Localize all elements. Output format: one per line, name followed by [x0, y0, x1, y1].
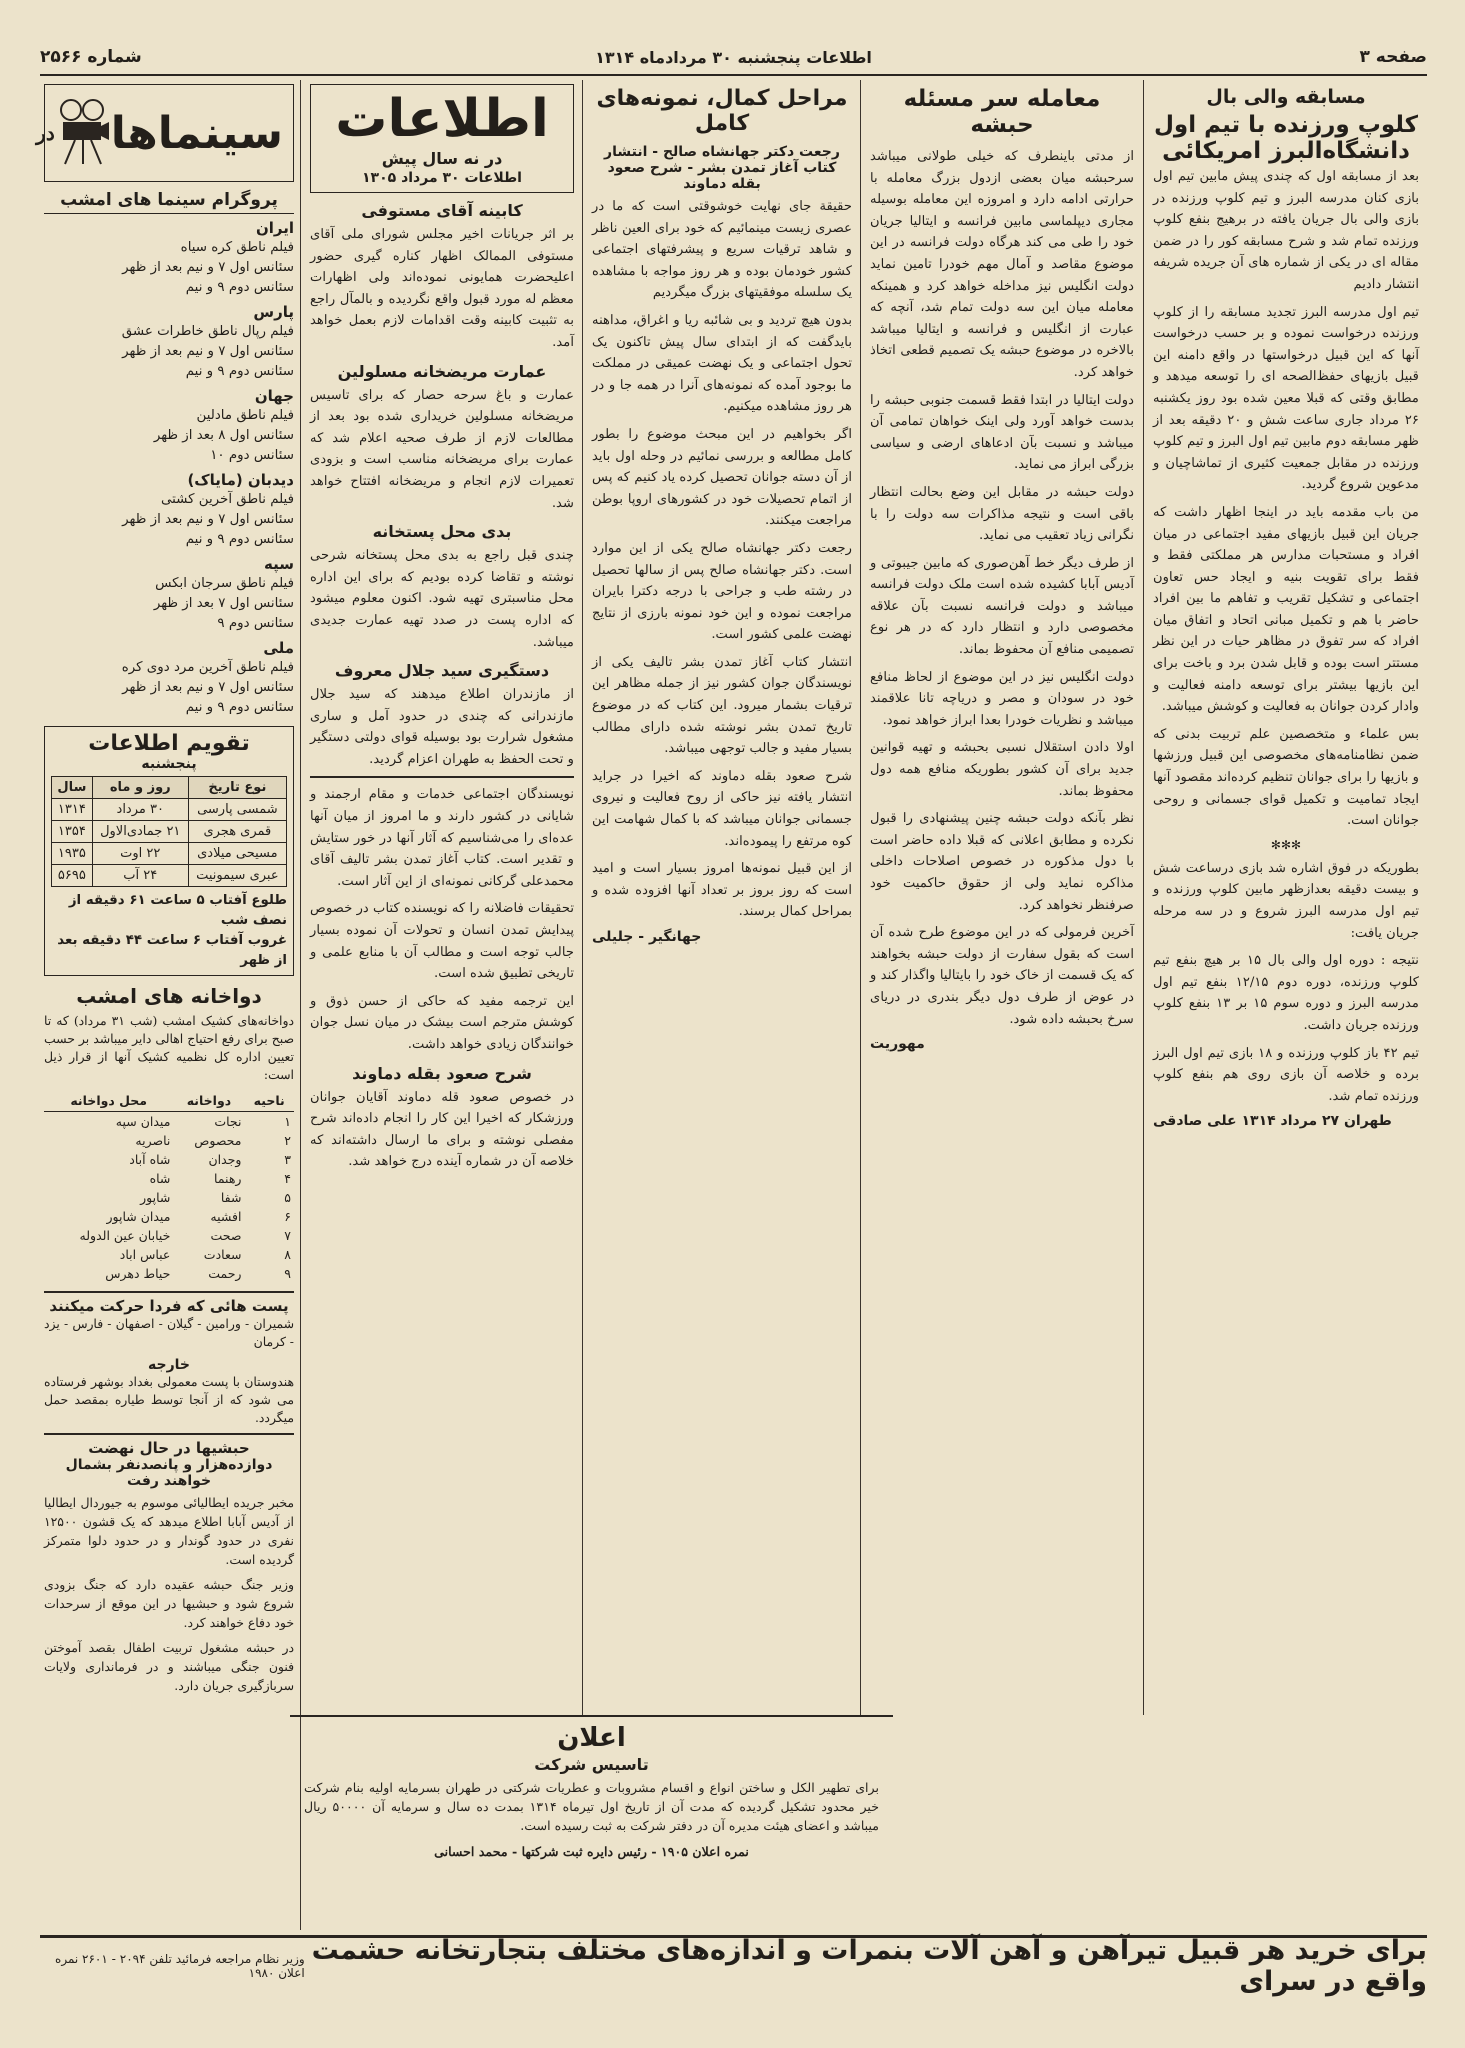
column-sport — [1145, 80, 1427, 1925]
paragraph: آخرین فرمولی که در این موضوع طرح شده آن است که بقول سفارت از دولت حبشه بخواهند که یک قسمت از خاک خود را بایتالیا واگذار کند و در عوض از طرف دول دیگر بندری در دریای سرخ بحبشه داده شود. — [870, 925, 1134, 1027]
pharmacy-row — [44, 1188, 294, 1207]
showtime: سئانس اول ۷ و نیم بعد از ظهر — [122, 344, 294, 359]
cinema-name: جهان — [254, 387, 294, 405]
sunset: غروب آفتاب ۶ ساعت ۴۴ دقیقه بعد از ظهر — [57, 933, 287, 968]
pharmacy-row — [44, 1169, 294, 1188]
calendar-cell: ۲۲ اوت — [92, 843, 188, 865]
sunrise: طلوع آفتاب ۵ ساعت ۶۱ دقیقه از نصف شب — [68, 893, 287, 928]
column-rule — [860, 80, 861, 1715]
notice-text: برای تطهیر الکل و ساختن انواع و اقسام مشروبات و عطریات شرکتی در طهران بسرمایه اولیه بنام شرکت خیر محدود تشکیل گردیده که مدت آن از تاریخ اول تیرماه ۱۳۱۴ بمدت ده سال و سرمایه آن ۵۰۰۰۰ ریال میباشد و اعضای هیئت مدیره آن در دفتر شرکت به ثبت رسیده است. — [304, 1780, 879, 1833]
pharmacy-row — [44, 1112, 294, 1132]
paragraph: از این قبیل نمونه‌ها امروز بسیار است و امید است که روز بروز بر تعداد آنها افزوده شده و بمراحل کمال برسند. — [592, 861, 852, 920]
pharmacy-cell: شاه آباد — [129, 1152, 171, 1167]
paragraph: دولت انگلیس نیز در این موضوع از لحاظ منافع خود در سودان و مصر و دریاچه تانا علاقمند میباشد و نظریات خودرا بعدا ابراز خواهد نمود. — [870, 669, 1134, 728]
pharmacy-cell: حیاط دهرس — [105, 1266, 171, 1281]
cinema-entry — [44, 302, 294, 382]
cinema-masthead — [36, 84, 294, 182]
war-title: حبشیها در حال نهضت — [88, 1439, 250, 1457]
calendar-cell: ۳۰ مرداد — [92, 799, 188, 821]
cinema-entry — [44, 386, 294, 466]
war-headline: دوازده‌هزار و پانصدنفر بشمال خواهند رفت — [65, 1457, 273, 1489]
company-notice — [290, 1715, 893, 1912]
cinema-list — [44, 218, 294, 718]
pharmacy-cell: ۲ — [284, 1133, 291, 1148]
calendar-row — [52, 843, 287, 865]
pharmacy-cell: محصوص — [194, 1133, 242, 1148]
pharmacy-row — [44, 1245, 294, 1264]
calendar-box — [44, 726, 294, 976]
calendar-cell: قمری هجری — [188, 821, 286, 843]
signature: طهران ۲۷ مرداد ۱۳۱۴ علی صادقی — [1153, 1113, 1392, 1130]
cinema-name: ایران — [255, 219, 294, 237]
calendar-header: سال — [52, 777, 93, 799]
mail-foreign-title: خارجه — [148, 1357, 190, 1373]
paragraph: تیم اول مدرسه البرز تجدید مسابقه را از کلوپ ورزنده درخواست نموده و بر حسب درخواست آنها که این قبیل درخواستها در واقع دامنه این قبیل بازیهای حفظ‌الصحه ای را توسعه میدهد و مطابق وقتی که قبلا معین شده بود روز یکشنبه ۲۶ مرداد جاری ساعت شش و ۲۰ دقیقه بعد از ظهر مسابقه دوم مابین تیم اول البرز و تیم کلوپ ورزنده در مقابل جمعیت کثیری از تماشاچیان و مدعوین شروع گردید. — [1153, 304, 1419, 493]
paragraph: اگر بخواهیم در این مبحث موضوع را بطور کامل مطالعه و بررسی نمائیم در وحله اول باید از آن دسته جوانان تحصیل کرده یاد کنیم که پس از اتمام تحصیلات خود در کشورهای اروپا بوطن مراجعت میکنند. — [592, 426, 852, 529]
pharmacy-row — [44, 1226, 294, 1245]
paragraph: بدون هیچ تردید و بی شائبه ریا و اغراق، مداهنه بایدگفت که از ابتدای سال پیش تاکنون یک تحول اجتماعی و یک نهضت عمیقی در مملکت ما بوجود آمده که نمونه‌های آنرا در همه جا و در هر روز مشاهده میکنیم. — [592, 312, 852, 415]
paragraph: بس علماء و متخصصین علم تربیت بدنی که ضمن نظامنامه‌های مخصوصی این قبیل ورزشها و بازیها را برای جوانان تنظیم کرده‌اند مقصود آنها ایجاد تمامیت و تکمیل قوای جسمانی و روحی جوانان است. — [1153, 726, 1419, 829]
sport-headline: کلوپ ورزنده با تیم اول دانشگاه‌البرز امریکائی — [1153, 112, 1419, 164]
pharmacy-cell: ۱ — [284, 1114, 291, 1129]
pharmacy-cell: ۶ — [284, 1209, 291, 1224]
paragraph: دولت حبشه در مقابل این وضع بحالت انتظار باقی است و نتیجه مذاکرات سه دولت را با نگرانی زیاد تعقیب می نماید. — [870, 484, 1134, 544]
showtime: سئانس اول ۷ و نیم بعد از ظهر — [122, 512, 294, 527]
pharmacy-row — [44, 1207, 294, 1226]
ad-small-text: وزیر نظام مراجعه فرمائید تلفن ۲۰۹۴ - ۲۶۰۱ نمره اعلان ۱۹۸۰ — [55, 1951, 305, 1980]
paragraph: تحقیقات فاضلانه را که نویسنده کتاب در خصوص پیدایش تمدن انسان و تحولات آن نموده بسیار جالب توجه است و مطالب آن با منابع علمی و تاریخی تطبیق شده است. — [310, 901, 574, 982]
result-line: نتیجه : دوره اول والی بال ۱۵ بر هیچ بنفع تیم کلوپ ورزنده، دوره دوم ۱۲/۱۵ بنفع تیم اول مدرسه البرز و دوره سوم ۱۵ بر ۱۳ بنفع کلوپ ورزنده جریان داشت. — [1153, 953, 1419, 1033]
cinema-entry — [44, 218, 294, 298]
showtime: سئانس دوم ۹ و نیم — [185, 280, 294, 295]
calendar-cell: شمسی پارسی — [188, 799, 286, 821]
issue-number: شماره ۲۵۶۶ — [40, 47, 142, 67]
paragraph: عمارت و باغ سرحه حصار که برای تاسیس مریضخانه مسلولین خریداری شده بود بعد از مطالعات لازم از طرف صحیه اعلام شد که عمارت برای مریضخانه مناسب است و بزودی تعمیرات لازم انجام و مریضخانه افتتاح خواهد شد. — [310, 387, 574, 511]
archive-dateline: اطلاعات ۳۰ مرداد ۱۳۰۵ — [362, 170, 522, 186]
pharmacy-cell: ۹ — [284, 1266, 291, 1281]
calendar-day: پنجشنبه — [141, 756, 197, 772]
paragraph: انتشار کتاب آغاز تمدن بشر تالیف یکی از نویسندگان جوان کشور نیز از جمله مظاهر این ترقیات بشمار میرود. این کتاب که در موضوع تاریخ تمدن بشر نوشته شده دارای مطالب بسیار مفید و جالب توجهی میباشد. — [592, 654, 852, 757]
pharmacy-cell: ۴ — [284, 1171, 291, 1186]
cinema-name: ملی — [263, 639, 294, 657]
cinema-film: فیلم ناطق سرجان ابکس — [155, 576, 294, 591]
paragraph: حقیقة جای نهایت خوشوقتی است که ما در عصری زیست مینمائیم که خود برای العین ناظر و شاهد ترقیات سریع و پیشرفتهای اجتماعی کشور خودمان بوده و هر روز مواجه با مشاهده یک سلسله موفقیتهای بزرگ میگردیم — [592, 199, 852, 301]
calendar-row — [52, 799, 287, 821]
divider — [44, 1433, 294, 1435]
calendar-row — [52, 821, 287, 843]
pharmacy-row — [44, 1150, 294, 1169]
showtime: سئانس اول ۷ بعد از ظهر — [153, 596, 294, 611]
calendar-cell: ۵۶۹۵ — [52, 865, 93, 887]
paragraph: از مدتی باینطرف که خیلی طولانی میباشد سرحبشه میان بعضی ازدول بزرگ معامله با حرارتی ادامه دارد و امروزه این معامله بوسیله مجاری دیپلماسی مابین فرانسه و ایتالیا جریان خود را طی می کند هرگاه دولت فرانسه در این موضوع مقاصد و آمال مهم خودرا تامین نماید دولت انگلیس نیز مداخله خواهد کرد و همینکه معامله میان این سه دولت تمام شد، آنچه که عبارت از انگلیس و فرانسه و ایتالیا میباشد بالاخره در موضوع حبشه یک تصمیم قطعی اتخاذ خواهد کرد. — [870, 149, 1134, 380]
showtime: سئانس دوم ۹ و نیم — [185, 532, 294, 547]
pharmacy-cell: رحمت — [208, 1266, 242, 1281]
cinema-mast-title: سینما‌ها — [110, 107, 283, 159]
pharmacy-cell: افشیه — [210, 1209, 242, 1224]
paragraph: نویسندگان اجتماعی خدمات و مقام ارجمند و شایانی در کشور دارند و ما امروز از میان آنها عده‌ای را می‌شناسیم که آثار آنها در خور ستایش و تقدیر است. کتاب آغاز تمدن بشر تالیف آقای محمدعلی گرکانی نمونه‌ای از این آثار است. — [310, 787, 574, 889]
calendar-cell: ۲۱ جمادی‌الاول — [92, 821, 188, 843]
archive-subtitle: در نه سال پیش — [381, 149, 503, 168]
cinema-entry — [44, 554, 294, 634]
pharmacy-cell: خیابان عین الدوله — [79, 1228, 171, 1243]
showtime: سئانس اول ۸ بعد از ظهر — [153, 428, 294, 443]
paragraph: شرح صعود بقله دماوند که اخیرا در جراید انتشار یافته نیز حاکی از روح فعالیت و نیروی جسمانی جوانان میباشد که با کمال شهامت این کوه مرتفع را پیموده‌اند. — [592, 768, 852, 849]
pharmacies-intro: دواخانه‌های کشیک امشب (شب ۳۱ مرداد) که تا صبح برای رفع احتیاج اهالی دایر میباشد بر حسب تعیین اداره کل نظمیه کشیک آنها از قرار ذیل است: — [44, 1013, 294, 1082]
showtime: سئانس دوم ۹ و نیم — [185, 700, 294, 715]
paragraph: این ترجمه مفید که حاکی از حسن ذوق و کوشش مترجم است بیشک در میان نسل جوان خوانندگان زیادی خواهد داشت. — [310, 993, 574, 1052]
paragraph: بطوریکه در فوق اشاره شد بازی درساعت شش و بیست دقیقه بعدازظهر مابین کلوپ ورزنده و تیم اول مدرسه البرز شروع و در سه مرحله جریان یافت: — [1153, 860, 1419, 941]
pharmacy-row — [44, 1131, 294, 1150]
signature: جهانگیر - جلیلی — [592, 929, 702, 945]
notice-title: اعلان — [557, 1723, 626, 1753]
showtime: سئانس دوم ۹ و نیم — [185, 364, 294, 379]
paragraph: بعد از مسابقه اول که چندی پیش مابین تیم اول بازی کنان مدرسه البرز و تیم کلوپ ورزنده در بازی والی بال جریان یافته در برهیج بنفع کلوپ ورزنده تمام شد و شرح مسابقه کور را در ضمن مقاله ای در یکی از شماره های آن جریده شریفه انتشار دادیم — [1153, 169, 1419, 292]
cinema-film: فیلم ناطق کره سیاه — [180, 240, 294, 255]
paragraph: در خصوص صعود قله دماوند آقایان جوانان ورزشکار که اخیرا این کار را انجام داده‌اند شرح مفصلی نوشته و برای ما ارسال داشته‌اند که خلاصه آن در شماره آینده درج خواهد شد. — [310, 1089, 574, 1170]
paragraph: نظر بآنکه دولت حبشه چنین پیشنهادی را قبول نکرده و مطابق اعلانی که قبلا داده حاضر است با دول مذکوره در خصوص اصلاحات داخلی مذاکره نماید ولی از حقوق حاکمیت خود صرفنظر نخواهد کرد. — [870, 811, 1134, 913]
pharmacy-cell: ۵ — [284, 1190, 291, 1205]
calendar-cell: ۱۳۵۴ — [52, 821, 93, 843]
ad-text: برای خرید هر قبیل تیرآهن و آهن آلات بنمرات و اندازه‌های مختلف بتجارتخانه حشمت واقع در سرای — [311, 1934, 1427, 1997]
paragraph: از طرف دیگر خط آهن‌صوری که مابین جیبوتی و آدیس آبابا کشیده شده است ملک دولت فرانسه میباشد و دولت فرانسه نسبت بآن علاقه مخصوصی دارد و انتظار دارد که در هر نوع تصمیمی منافع آن محفوظ بماند. — [870, 555, 1134, 658]
program-title: پروگرام سینما های امشب — [44, 190, 294, 214]
mail-foreign: هندوستان با پست معمولی بغداد بوشهر فرستاده می شود که از آنجا توسط طیاره بمقصد حمل میگردد. — [44, 1374, 294, 1425]
cinema-entry — [44, 470, 294, 550]
paragraph: چندی قبل راجع به بدی محل پستخانه شرحی نوشته و تقاضا کرده بودیم که برای این اداره محل مناسبتری تهیه شود. اکنون معلوم میشود که اداره پست در صدد تهیه عمارت جدیدی میباشد. — [310, 548, 574, 650]
cinema-entry — [44, 638, 294, 718]
pharmacy-cell: سعادت — [203, 1247, 242, 1262]
divider — [310, 776, 574, 778]
notice-subtitle: تاسیس شرکت — [534, 1755, 649, 1774]
pharmacy-cell: نجات — [214, 1114, 242, 1129]
pharmacy-cell: صحت — [210, 1228, 242, 1243]
archive-masthead — [310, 84, 574, 193]
pharmacy-cell: عباس اباد — [119, 1247, 171, 1262]
mail-routes: شمیران - ورامین - گیلان - اصفهان - فارس - یزد - کرمان — [44, 1316, 294, 1349]
sport-kicker: مسابقه والی بال — [1206, 86, 1366, 108]
section-heading: دستگیری سید جلال معروف — [334, 661, 550, 681]
column-rule — [1143, 80, 1144, 1715]
calendar-title: تقویم اطلاعات — [88, 731, 250, 756]
ethiopia-headline: معامله سر مسئله حبشه — [903, 86, 1101, 138]
separator-icon: ✻✻✻ — [1270, 837, 1302, 852]
column-stages — [584, 80, 860, 1710]
stages-subheadline: رجعت دکتر جهانشاه صالح - انتشار کتاب آغاز تمدن بشر - شرح صعود بقله دماوند — [604, 144, 840, 192]
mail-title: پست هائی که فردا حرکت میکنند — [49, 1297, 289, 1315]
calendar-cell: ۱۹۳۵ — [52, 843, 93, 865]
cinema-name: پارس — [253, 303, 294, 321]
pharmacy-cell: شفا — [220, 1190, 242, 1205]
page-number: صفحه ۳ — [1359, 47, 1427, 67]
column-ittilaat-archive — [302, 80, 582, 1710]
column-listings — [36, 80, 298, 1925]
pharmacy-header: ناحیه — [244, 1090, 294, 1112]
pharmacy-cell: ۳ — [284, 1152, 291, 1167]
calendar-header: روز و ماه — [92, 777, 188, 799]
pharmacy-row — [44, 1264, 294, 1283]
pharmacy-cell: ۸ — [284, 1247, 291, 1262]
pharmacy-cell: میدان سپه — [115, 1114, 171, 1129]
paragraph: رجعت دکتر جهانشاه صالح یکی از این موارد است. دکتر جهانشاه صالح پس از سالها تحصیل در رشته طب و جراحی با درجه دکترا بایران مراجعت نموده و این خود نمونه بارزی از نتایج نهضت علمی کشور است. — [592, 540, 852, 643]
calendar-row — [52, 865, 287, 887]
calendar-cell: ۲۴ آب — [92, 865, 188, 887]
cinema-mast-kicker: در — [36, 121, 55, 145]
pharmacy-cell: شاپور — [140, 1190, 171, 1205]
paragraph: اولا دادن استقلال نسبی بحبشه و تهیه قوانین جدید برای آن کشور بطوریکه منافع همه دول محفوظ بماند. — [870, 740, 1134, 799]
column-ethiopia — [862, 80, 1142, 1925]
paragraph: بر اثر جریانات اخیر مجلس شورای ملی آقای مستوفی الممالک اظهار کناره گیری حضور اعلیحضرت همایونی نموده‌اند ولی اظهارات معظم له مورد قبول واقع نگردیده و بالمآل راجع به تثبیت کابینه وقت اقدامات لازم بعمل خواهد آمد. — [310, 227, 574, 350]
pharmacies-title: دواخانه های امشب — [76, 984, 262, 1008]
page-header — [40, 40, 1427, 76]
archive-title: اطلاعات — [335, 89, 549, 149]
calendar-header: نوع تاریخ — [188, 777, 286, 799]
column-rule — [582, 80, 583, 1715]
section-heading: بدی محل پستخانه — [372, 522, 512, 542]
paragraph: از مازندران اطلاع میدهند که سید جلال مازندرانی که چندی در حدود آمل و ساری مشغول شرارت بود بوسیله قوای دولتی دستگیر و تحت الحفظ به طهران اعزام گردید. — [310, 687, 574, 767]
signature: مهوریت — [870, 1036, 925, 1053]
projector-icon — [55, 96, 111, 170]
pharmacy-header: محل دواخانه — [44, 1090, 173, 1112]
cinema-name: دیدبان (مایاک) — [187, 471, 294, 489]
notice-footer: نمره اعلان ۱۹۰۵ - رئیس دایره ثبت شرکتها - محمد احسانی — [434, 1844, 749, 1859]
paragraph: دولت ایتالیا در ابتدا فقط قسمت جنوبی حبشه را بدست خواهد آورد ولی اینک خواهان تمامی آن میباشد و نسبت بآن ادعاهای ارضی و سیاسی بزرگی ابراز می نماید. — [870, 392, 1134, 473]
showtime: سئانس اول ۷ و نیم بعد از ظهر — [122, 680, 294, 695]
paragraph: من باب مقدمه باید در اینجا اظهار داشت که جریان این قبیل بازیهای مفید اجتماعی در میان افراد و مستحبات مدارس هر مملکتی فقط و فقط برای تقویت بنیه و ایجاد حس تعاون اجتماعی و تشکیل تقریب و تفاهم ما بین افراد حاضر با هم و تکمیل مبانی اتحاد و اتفاق میان افراد که سر تفوق در مظاهر حیات در این نظر مستتر است بوده و قابل شدن برد و باخت برای این بازیها بیشتر برای توسعه دامنه فعالیت و وادار کردن جوانان به فعالیت و کوشش میباشد. — [1153, 504, 1419, 715]
column-rule — [300, 80, 301, 1930]
cinema-film: فیلم ناطق آخرین کشتی — [160, 492, 294, 507]
showtime: سئانس اول ۷ و نیم بعد از ظهر — [122, 260, 294, 275]
stages-headline: مراحل کمال، نمونه‌های کامل — [596, 86, 848, 136]
pharmacy-cell: وجدان — [208, 1152, 242, 1167]
date-line: اطلاعات پنجشنبه ۳۰ مردادماه ۱۳۱۴ — [595, 47, 872, 67]
iron-advertisement — [40, 1934, 1427, 1997]
calendar-cell: عبری سیمونیت — [188, 865, 286, 887]
pharmacy-cell: شاه — [149, 1171, 171, 1186]
showtime: سئانس دوم ۱۰ — [210, 448, 294, 463]
paragraph: مخبر جریده ایطالیائی موسوم به جیوردال ایطالیا از آدیس آبابا اطلاع میدهد که یک قشون ۱۲۵۰۰ نفری در حدود گوندار و در حدود دلوا متمرکز گردیده است. — [44, 1495, 294, 1567]
calendar-cell: ۱۳۱۴ — [52, 799, 93, 821]
section-heading: عمارت مریضخانه مسلولین — [337, 361, 547, 381]
cinema-film: فیلم ناطق آخرین مرد دوی کره — [121, 660, 294, 675]
pharmacy-header: دواخانه — [173, 1090, 244, 1112]
cinema-name: سپه — [264, 555, 294, 573]
calendar-table — [51, 776, 287, 887]
section-heading: کابینه آقای مستوفی — [361, 201, 523, 220]
pharmacy-cell: میدان شاپور — [106, 1209, 171, 1224]
showtime: سئانس دوم ۹ — [217, 616, 294, 631]
paragraph: وزیر جنگ حبشه عقیده دارد که جنگ بزودی شروع شود و حبشیها در این موقع از سرحدات خود دفاع خواهند کرد. — [44, 1577, 294, 1630]
pharmacy-cell: ۷ — [284, 1228, 291, 1243]
cinema-film: فیلم رپال ناطق خاطرات عشق — [121, 324, 294, 339]
section-heading: شرح صعود بقله دماوند — [352, 1063, 532, 1083]
result-line: تیم ۴۲ باز کلوپ ورزنده و ۱۸ بازی تیم اول البرز برده و خلاصه آن بازی روی هم بنفع کلوپ ورزنده تمام شد. — [1153, 1045, 1419, 1104]
calendar-cell: مسیحی میلادی — [188, 843, 286, 865]
pharmacy-cell: رهنما — [214, 1171, 242, 1186]
cinema-film: فیلم ناطق مادلین — [196, 408, 294, 423]
paragraph: در حبشه مشغول تربیت اطفال بقصد آموختن فنون جنگی میباشند و در فرمانداری ولایات سربازگیری جریان دارد. — [44, 1640, 294, 1693]
pharmacy-cell: ناصریه — [135, 1133, 171, 1148]
pharmacies-table — [44, 1090, 294, 1283]
divider — [44, 1291, 294, 1293]
